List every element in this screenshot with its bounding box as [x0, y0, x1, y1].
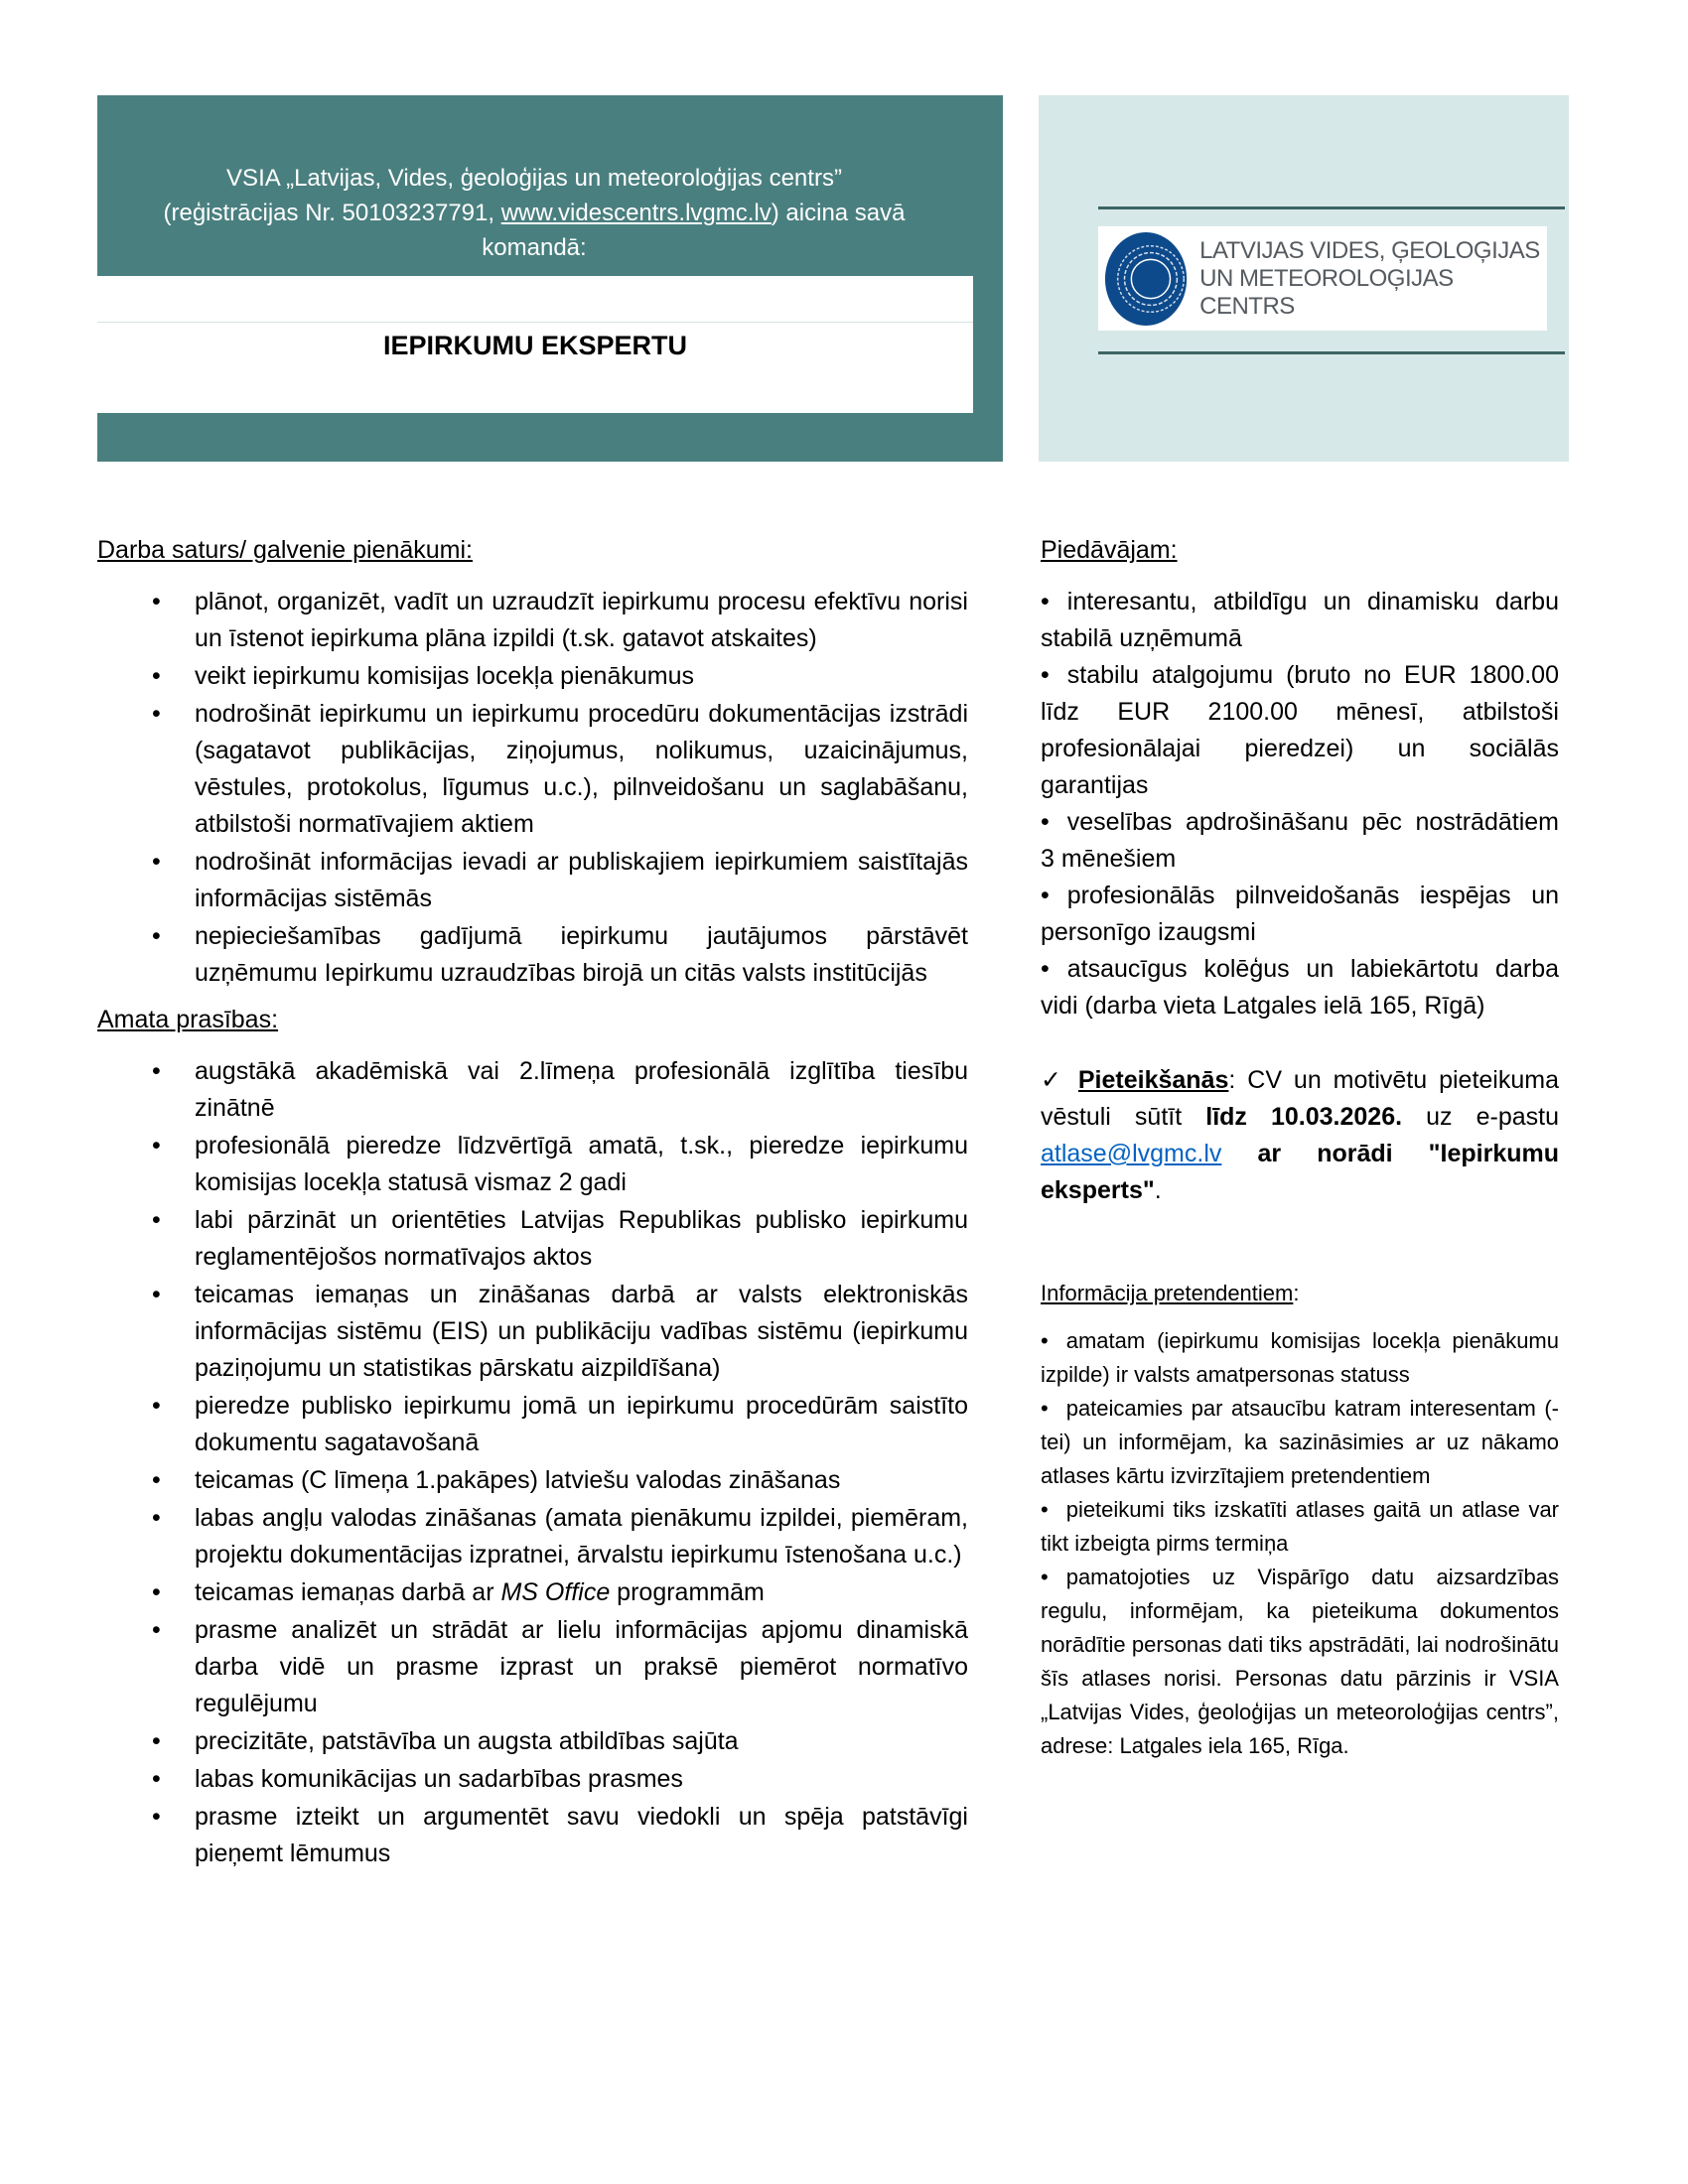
list-item — [97, 1612, 968, 1722]
logo-line-2: UN METEOROLOĢIJAS CENTRS — [1199, 264, 1454, 320]
item-text: teicamas (C līmeņa 1.pakāpes) latviešu valodas zināšanas — [195, 1466, 841, 1494]
list-item — [97, 696, 968, 843]
item-text: nodrošināt iepirkumu un iepirkumu procedūru dokumentācijas izstrādi (sagatavot publikācijas, ziņojumus, nolikumus, uzaicinājumus, vēstules, protokolus, līgumus u.c.), pilnveidošanu un saglabāšanu, atbilstoši normatīvajiem aktiem — [195, 700, 968, 838]
item-text: profesionālā pieredze līdzvērtīgā amatā, t.sk., pieredze iepirkumu komisijas locekļa statusā vismaz 2 gadi — [195, 1132, 968, 1196]
bullet-icon: • — [1041, 588, 1050, 615]
bullet-icon: • — [152, 662, 161, 690]
bullet-icon: • — [152, 700, 161, 728]
logo-panel — [1039, 95, 1569, 462]
item-text: nodrošināt informācijas ievadi ar publiskajiem iepirkumiem saistītajās informācijas sistēmās — [195, 848, 968, 912]
apply-text: CV un motivētu pieteikuma vēstuli sūtīt — [1041, 1066, 1559, 1131]
item-text: labas komunikācijas un sadarbības prasmes — [195, 1765, 683, 1793]
item-text: prasme izteikt un argumentēt savu viedokli un spēja patstāvīgi pieņemt lēmumus — [195, 1803, 968, 1867]
offer-list — [1041, 584, 1559, 1024]
website-link[interactable]: www.videscentrs.lvgmc.lv — [500, 200, 772, 226]
requirements-heading: Amata prasības: — [97, 1006, 279, 1033]
bullet-icon: • — [152, 1803, 161, 1831]
item-text: stabilu atalgojumu (bruto no EUR 1800.00 līdz EUR 2100.00 mēnesī, atbilstoši profesionālajai pieredzei) un sociālās garantijas — [1041, 661, 1559, 799]
bullet-icon: • — [152, 1466, 161, 1494]
item-text: nepieciešamības gadījumā iepirkumu jautājumos pārstāvēt uzņēmumu Iepirkumu uzraudzības birojā un citās valsts institūcijās — [195, 922, 968, 987]
duties-heading: Darba saturs/ galvenie pienākumi: — [97, 536, 473, 564]
invite-text-end: komandā: — [482, 234, 587, 261]
organization-intro — [97, 161, 971, 265]
left-column — [97, 534, 968, 1873]
item-text: augstākā akadēmiskā vai 2.līmeņa profesionālā izglītība tiesību zinātnē — [195, 1057, 968, 1122]
list-item — [97, 584, 968, 657]
item-text: atsaucīgus kolēģus un labiekārtotu darba vidi (darba vieta Latgales ielā 165, Rīgā) — [1041, 955, 1559, 1020]
bullet-icon: • — [152, 1616, 161, 1644]
ms-office-text: MS Office — [500, 1578, 611, 1606]
header-banner — [97, 95, 1003, 462]
logo-line-1: LATVIJAS VIDES, ĢEOLOĢIJAS — [1199, 236, 1540, 264]
item-text: labi pārzināt un orientēties Latvijas Republikas publisko iepirkumu reglamentējošos normatīvajos aktos — [195, 1206, 968, 1271]
item-text: precizitāte, patstāvība un augsta atbildības sajūta — [195, 1727, 739, 1755]
item-text: teicamas iemaņas darbā ar — [195, 1578, 501, 1606]
list-item — [97, 658, 968, 695]
org-name: VSIA „Latvijas, Vides, ģeoloģijas un meteoroloģijas centrs” — [226, 165, 842, 192]
item-text: pieteikumi tiks izskatīti atlases gaitā un atlase var tikt izbeigta pirms termiņa — [1041, 1497, 1559, 1556]
item-text: veikt iepirkumu komisijas locekļa pienākumus — [195, 662, 694, 690]
bullet-icon: • — [1041, 808, 1050, 836]
bullet-icon: • — [152, 588, 161, 615]
list-item — [1041, 804, 1559, 878]
bullet-icon: • — [152, 1392, 161, 1420]
list-item — [97, 1761, 968, 1798]
spacer — [1221, 1140, 1257, 1167]
list-item — [97, 918, 968, 992]
registration-text: (reģistrācijas Nr. 50103237791, — [163, 200, 501, 226]
bullet-icon: • — [152, 1578, 161, 1606]
bullet-icon: • — [152, 1206, 161, 1234]
concentric-circles-logo-icon — [1102, 229, 1190, 329]
divider — [97, 322, 973, 323]
bullet-icon: • — [1041, 955, 1050, 983]
invite-text: ) aicina savā — [771, 200, 906, 226]
bullet-icon: • — [1041, 1565, 1049, 1589]
list-item — [1041, 1392, 1559, 1493]
list-item — [1041, 1561, 1559, 1763]
divider — [1098, 206, 1565, 209]
bullet-icon: • — [152, 1765, 161, 1793]
item-text: pieredze publisko iepirkumu jomā un iepirkumu procedūrām saistīto dokumentu sagatavošanā — [195, 1392, 968, 1456]
period: . — [1154, 1176, 1162, 1204]
info-heading — [1041, 1279, 1559, 1308]
list-item — [97, 1202, 968, 1276]
colon: : — [1228, 1066, 1236, 1094]
info-heading-text: Informācija pretendentiem — [1041, 1281, 1294, 1305]
list-item — [97, 1462, 968, 1499]
item-text: profesionālās pilnveidošanās iespējas un personīgo izaugsmi — [1041, 882, 1559, 946]
list-item — [97, 1053, 968, 1127]
item-text: programmām — [610, 1578, 765, 1606]
list-item — [1041, 1324, 1559, 1392]
list-item — [97, 1574, 968, 1611]
info-list — [1041, 1324, 1559, 1763]
bullet-icon: • — [152, 1281, 161, 1308]
apply-label: Pieteikšanās — [1077, 1066, 1229, 1094]
subject-note: ar norādi "Iepirkumu eksperts" — [1041, 1140, 1559, 1204]
item-text: prasme analizēt un strādāt ar lielu informācijas apjomu dinamiskā darba vidē un prasme izprast un praksē piemērot normatīvo regulējumu — [195, 1616, 968, 1717]
colon: : — [1293, 1281, 1300, 1305]
list-item — [1041, 657, 1559, 804]
list-item — [1041, 1493, 1559, 1561]
item-text: plānot, organizēt, vadīt un uzraudzīt iepirkumu procesu efektīvu norisi un īstenot iepirkuma plāna izpildi (t.sk. gatavot atskaites) — [195, 588, 968, 652]
bullet-icon: • — [152, 922, 161, 950]
checkmark-icon: ✓ — [1041, 1066, 1066, 1094]
list-item — [1041, 584, 1559, 657]
list-item — [97, 1799, 968, 1872]
item-text: veselības apdrošināšanu pēc nostrādātiem 3 mēnešiem — [1041, 808, 1559, 873]
requirements-list — [97, 1053, 968, 1872]
offer-heading: Piedāvājam: — [1041, 536, 1178, 564]
list-item — [1041, 951, 1559, 1024]
bullet-icon: • — [152, 848, 161, 876]
divider — [1098, 351, 1565, 354]
bullet-icon: • — [1041, 1328, 1049, 1353]
list-item — [97, 1500, 968, 1573]
item-text: interesantu, atbildīgu un dinamisku darbu stabilā uzņēmumā — [1041, 588, 1559, 652]
org-registration — [97, 196, 971, 230]
item-text: labas angļu valodas zināšanas (amata pienākumu izpildei, piemēram, projektu dokumentācijas izpratnei, ārvalstu iepirkumu īstenošana u.c.) — [195, 1504, 968, 1569]
list-item — [97, 1723, 968, 1760]
item-text: pamatojoties uz Vispārīgo datu aizsardzības regulu, informējam, ka pieteikuma dokumentos norādītie personas dati tiks apstrādāti, lai nodrošinātu šīs atlases norisi. Personas datu pārzinis ir VSIA „Latvijas Vides, ģeoloģijas un meteoroloģijas centrs”, adrese: Latgales iela 165, Rīga. — [1041, 1565, 1559, 1758]
item-text: pateicamies par atsaucību katram interesentam (-tei) un informējam, ka sazināsimies ar uz nākamo atlases kārtu izvirzītajiem pretendentiem — [1041, 1396, 1559, 1488]
organization-logo — [1098, 226, 1547, 331]
bullet-icon: • — [152, 1504, 161, 1532]
bullet-icon: • — [152, 1132, 161, 1160]
bullet-icon: • — [1041, 661, 1050, 689]
application-instructions — [1041, 1062, 1559, 1209]
bullet-icon: • — [152, 1057, 161, 1085]
duties-list — [97, 584, 968, 992]
title-card — [97, 276, 973, 413]
item-text: amatam (iepirkumu komisijas locekļa pienākumu izpilde) ir valsts amatpersonas statuss — [1041, 1328, 1559, 1387]
item-text: teicamas iemaņas un zināšanas darbā ar valsts elektroniskās informācijas sistēmu (EIS) un publikāciju vadības sistēmu (iepirkumu paziņojumu un statistikas pārskatu aizpildīšana) — [195, 1281, 968, 1382]
right-column — [1041, 534, 1559, 1763]
bullet-icon: • — [152, 1727, 161, 1755]
bullet-icon: • — [1041, 1497, 1049, 1522]
list-item — [1041, 878, 1559, 951]
position-title: IEPIRKUMU EKSPERTU — [382, 331, 688, 360]
list-item — [97, 1128, 968, 1201]
bullet-icon: • — [1041, 882, 1050, 909]
list-item — [97, 1388, 968, 1461]
list-item — [97, 1277, 968, 1387]
apply-text: uz e-pastu — [1402, 1103, 1559, 1131]
list-item — [97, 844, 968, 917]
email-link[interactable]: atlase@lvgmc.lv — [1041, 1140, 1222, 1167]
bullet-icon: • — [1041, 1396, 1049, 1421]
deadline: līdz 10.03.2026. — [1205, 1103, 1403, 1131]
logo-wordmark — [1199, 237, 1547, 321]
